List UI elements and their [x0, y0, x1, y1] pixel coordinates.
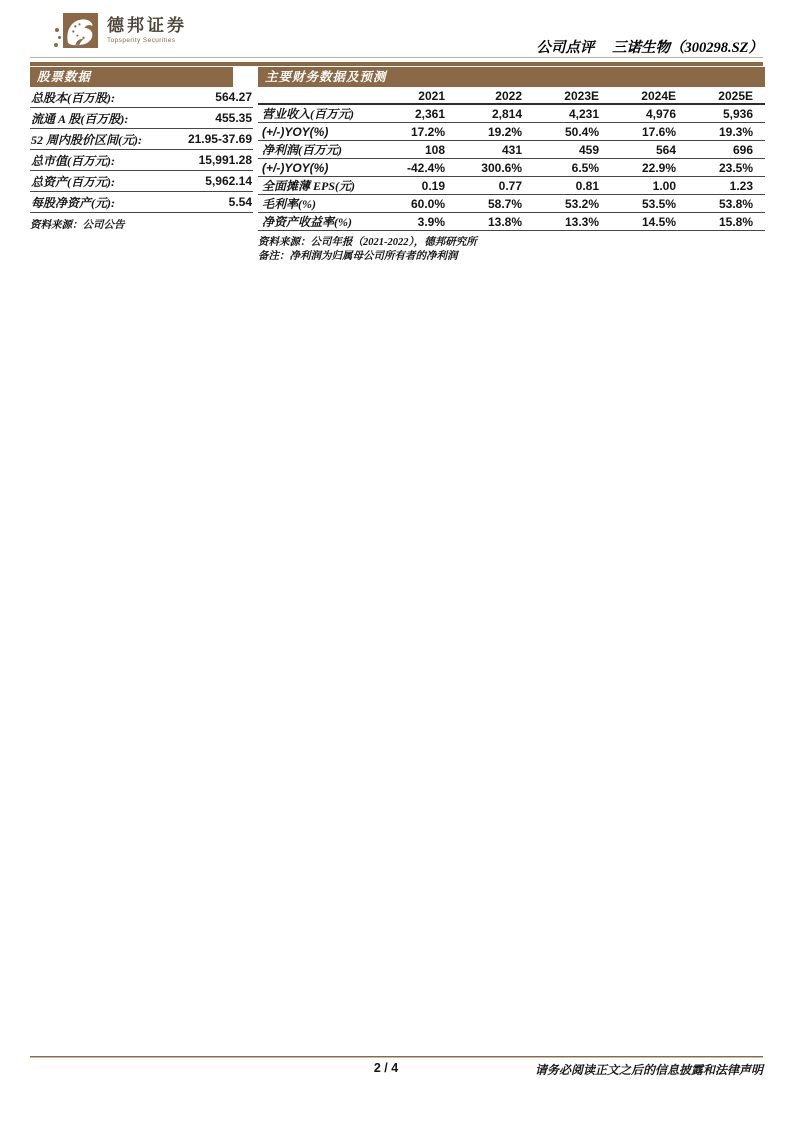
stock-metric-label: 每股净资产(元): — [31, 195, 115, 210]
financials-row — [258, 177, 765, 195]
financial-value: 6.5% — [571, 160, 599, 175]
financial-value: 564 — [655, 142, 676, 157]
financial-value: 15.8% — [718, 214, 753, 229]
year-column-header: 2025E — [718, 89, 753, 103]
financials-note: 备注：净利润为归属母公司所有者的净利润 — [258, 251, 458, 262]
footer-disclaimer: 请务必阅读正文之后的信息披露和法律声明 — [534, 1063, 763, 1077]
financials-row — [258, 105, 765, 123]
financial-metric-label: 净利润(百万元) — [262, 143, 342, 157]
stock-metric-label: 总股本(百万股): — [31, 90, 115, 105]
stock-data-source: 资料来源：公司公告 — [30, 220, 125, 231]
financial-value: 50.4% — [564, 124, 599, 139]
financial-value: 0.77 — [498, 178, 522, 193]
stock-data-row — [30, 150, 253, 171]
brand-tagline: Topsperity Securities — [107, 37, 176, 44]
financial-value: 1.00 — [652, 178, 676, 193]
financial-value: 17.2% — [410, 124, 445, 139]
stock-data-title: 股票数据 — [30, 67, 233, 87]
financial-value: 300.6% — [481, 160, 522, 175]
financial-metric-label: 净资产收益率(%) — [262, 215, 352, 229]
financial-value: 0.81 — [575, 178, 599, 193]
financial-value: 22.9% — [641, 160, 676, 175]
financials-title: 主要财务数据及预测 — [258, 67, 765, 87]
stock-metric-label: 流通 A 股(百万股): — [31, 111, 129, 126]
year-column-header: 2024E — [641, 89, 676, 103]
stock-metric-label: 总市值(百万元): — [31, 153, 115, 168]
year-column-header: 2022 — [495, 89, 522, 103]
stock-metric-value: 15,991.28 — [198, 153, 252, 167]
financial-value: 2,361 — [414, 106, 445, 121]
financial-value: 14.5% — [641, 214, 676, 229]
page-number: 2 / 4 — [373, 1061, 399, 1075]
financials-header-row — [258, 87, 765, 105]
stock-metric-value: 21.95-37.69 — [187, 132, 252, 146]
stock-data-panel — [30, 67, 253, 233]
financial-value: 53.5% — [641, 196, 676, 211]
financials-row — [258, 195, 765, 213]
financial-value: 696 — [732, 142, 753, 157]
brand-name: 德邦证券 — [107, 16, 187, 35]
financial-value: 23.5% — [718, 160, 753, 175]
stock-metric-value: 455.35 — [215, 111, 252, 125]
financial-metric-label: (+/-)YOY(%) — [262, 124, 329, 139]
financial-value: 19.3% — [718, 124, 753, 139]
financial-value: 4,976 — [645, 106, 676, 121]
report-type-label: 公司点评 — [536, 40, 595, 56]
financial-value: 2,814 — [491, 106, 522, 121]
report-header — [536, 36, 763, 57]
logo-paw-dots — [54, 13, 63, 51]
leopard-icon — [63, 13, 98, 48]
stock-data-row — [30, 87, 253, 108]
stock-metric-label: 52 周内股价区间(元): — [31, 132, 142, 147]
financial-value: 19.2% — [487, 124, 522, 139]
financial-value: 17.6% — [641, 124, 676, 139]
financials-row — [258, 213, 765, 231]
financial-metric-label: 毛利率(%) — [262, 197, 316, 211]
financial-value: -42.4% — [406, 160, 445, 175]
financials-panel — [258, 67, 765, 264]
financial-value: 13.3% — [564, 214, 599, 229]
financials-row — [258, 123, 765, 141]
financial-metric-label: (+/-)YOY(%) — [262, 160, 329, 175]
stock-data-row — [30, 192, 253, 213]
header-divider-thick — [30, 62, 763, 66]
stock-data-row — [30, 108, 253, 129]
stock-metric-value: 5,962.14 — [205, 174, 252, 188]
header-divider-thin — [30, 57, 763, 58]
financial-value: 53.8% — [718, 196, 753, 211]
financials-row — [258, 159, 765, 177]
financial-value: 60.0% — [410, 196, 445, 211]
financial-value: 108 — [424, 142, 445, 157]
financial-value: 431 — [501, 142, 522, 157]
financials-source: 资料来源：公司年报（2021-2022），德邦研究所 — [258, 237, 477, 248]
financial-value: 13.8% — [487, 214, 522, 229]
brand-logo — [54, 13, 187, 51]
year-column-header: 2021 — [418, 89, 445, 103]
financial-value: 1.23 — [729, 178, 753, 193]
footer-divider — [30, 1056, 763, 1058]
financial-metric-label: 全面摊薄 EPS(元) — [262, 179, 356, 193]
financial-value: 5,936 — [722, 106, 753, 121]
financial-value: 4,231 — [568, 106, 599, 121]
stock-metric-value: 5.54 — [228, 195, 252, 209]
company-title: 三诺生物（300298.SZ） — [611, 40, 763, 56]
financial-value: 0.19 — [421, 178, 445, 193]
financial-value: 58.7% — [487, 196, 522, 211]
financial-metric-label: 营业收入(百万元) — [262, 107, 354, 121]
brand-text — [107, 13, 187, 44]
stock-metric-label: 总资产(百万元): — [31, 174, 115, 189]
stock-data-row — [30, 129, 253, 150]
stock-data-row — [30, 171, 253, 192]
financials-row — [258, 141, 765, 159]
year-column-header: 2023E — [564, 89, 599, 103]
financial-value: 53.2% — [564, 196, 599, 211]
financial-value: 459 — [578, 142, 599, 157]
stock-metric-value: 564.27 — [215, 90, 252, 104]
financial-value: 3.9% — [417, 214, 445, 229]
